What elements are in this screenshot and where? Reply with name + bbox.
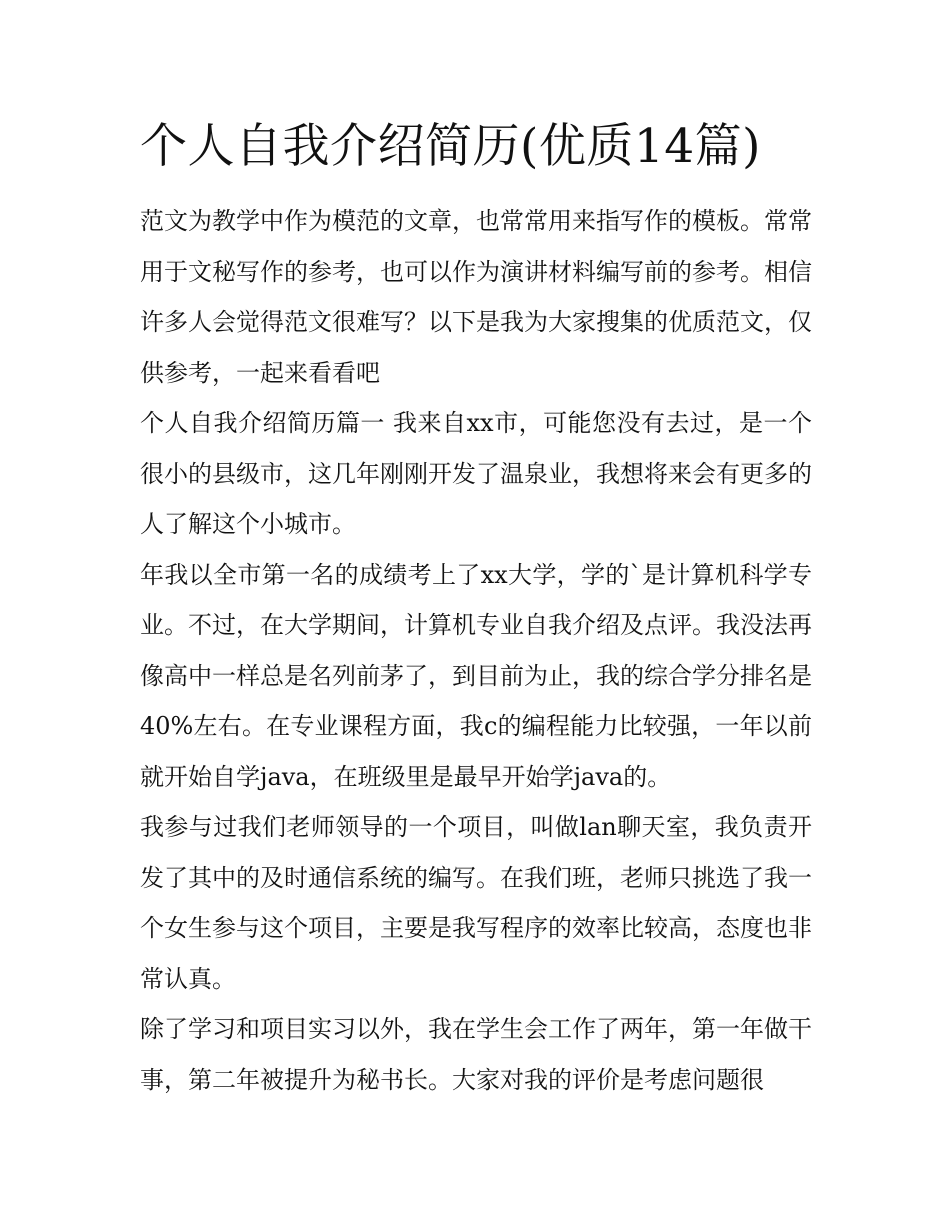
document-title: 个人自我介绍简历(优质14篇) <box>140 119 761 174</box>
paragraph-project: 我参与过我们老师领导的一个项目，叫做lan聊天室，我负责开发了其中的及时通信系统的编写。在我们班，老师只挑选了我一个女生参与这个项目，主要是我写程序的效率比较高，态度也非常认真。 <box>140 813 812 993</box>
paragraph-hometown: 个人自我介绍简历篇一 我来自xx市，可能您没有去过，是一个很小的县级市，这几年刚刚开发了温泉业，我想将来会有更多的人了解这个小城市。 <box>140 409 812 538</box>
paragraph-student-union: 除了学习和项目实习以外，我在学生会工作了两年，第一年做干事，第二年被提升为秘书长。大家对我的评价是考虑问题很 <box>140 1015 812 1094</box>
document-body <box>140 112 812 1105</box>
paragraph-intro: 范文为教学中作为模范的文章，也常常用来指写作的模板。常常用于文秘写作的参考，也可以作为演讲材料编写前的参考。相信许多人会觉得范文很难写？以下是我为大家搜集的优质范文，仅供参考，一起来看看吧 <box>140 207 812 387</box>
paragraph-university: 年我以全市第一名的成绩考上了xx大学，学的`是计算机科学专业。不过，在大学期间，计算机专业自我介绍及点评。我没法再像高中一样总是名列前茅了，到目前为止，我的综合学分排名是40%左右。在专业课程方面，我c的编程能力比较强，一年以前就开始自学java，在班级里是最早开始学java的。 <box>140 560 812 791</box>
